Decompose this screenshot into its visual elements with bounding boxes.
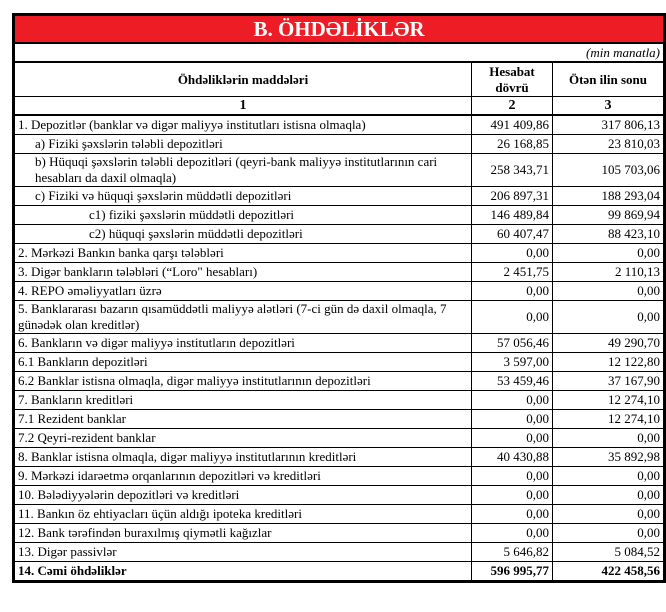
current-period-value: 26 168,85	[472, 135, 553, 154]
table-row	[14, 115, 665, 135]
prior-year-value: 12 274,10	[553, 410, 665, 429]
table-row	[14, 505, 665, 524]
table-row	[14, 301, 665, 334]
row-label: 6.2 Banklar istisna olmaqla, digər maliyyə institutlarının depozitləri	[14, 372, 472, 391]
current-period-value: 258 343,71	[472, 154, 553, 187]
prior-year-value: 0,00	[553, 524, 665, 543]
prior-year-value: 0,00	[553, 244, 665, 263]
table-row	[14, 429, 665, 448]
table-row	[14, 334, 665, 353]
current-period-value: 206 897,31	[472, 187, 553, 206]
prior-year-value: 422 458,56	[553, 562, 665, 582]
prior-year-value: 0,00	[553, 282, 665, 301]
column-number: 3	[553, 97, 665, 116]
column-number: 2	[472, 97, 553, 116]
current-period-value: 0,00	[472, 486, 553, 505]
table-row	[14, 187, 665, 206]
table-row	[14, 467, 665, 486]
row-label: 13. Digər passivlər	[14, 543, 472, 562]
prior-year-value: 0,00	[553, 505, 665, 524]
prior-year-value: 88 423,10	[553, 225, 665, 244]
current-period-value: 0,00	[472, 505, 553, 524]
prior-year-value: 0,00	[553, 486, 665, 505]
table-row	[14, 263, 665, 282]
row-label: 7. Bankların kreditləri	[14, 391, 472, 410]
row-label: 6. Bankların və digər maliyyə institutların depozitləri	[14, 334, 472, 353]
row-label: c1) fiziki şəxslərin müddətli depozitləri	[14, 206, 472, 225]
table-row	[14, 135, 665, 154]
row-label: c) Fiziki və hüquqi şəxslərin müddətli depozitləri	[14, 187, 472, 206]
prior-year-value: 317 806,13	[553, 115, 665, 135]
current-period-value: 0,00	[472, 467, 553, 486]
row-label: 4. REPO əməliyyatları üzrə	[14, 282, 472, 301]
current-period-value: 3 597,00	[472, 353, 553, 372]
table-row	[14, 244, 665, 263]
table-row	[14, 372, 665, 391]
prior-year-value: 99 869,94	[553, 206, 665, 225]
current-period-value: 5 646,82	[472, 543, 553, 562]
table-row	[14, 486, 665, 505]
current-period-value: 0,00	[472, 282, 553, 301]
current-period-value: 0,00	[472, 301, 553, 334]
prior-year-value: 0,00	[553, 467, 665, 486]
current-period-value: 596 995,77	[472, 562, 553, 582]
row-label: c2) hüquqi şəxslərin müddətli depozitləri	[14, 225, 472, 244]
table-row	[14, 225, 665, 244]
current-period-value: 57 056,46	[472, 334, 553, 353]
prior-year-value: 23 810,03	[553, 135, 665, 154]
current-period-value: 491 409,86	[472, 115, 553, 135]
prior-year-value: 0,00	[553, 301, 665, 334]
row-label: 7.1 Rezident banklar	[14, 410, 472, 429]
table-row	[14, 391, 665, 410]
table-row	[14, 154, 665, 187]
prior-year-value: 37 167,90	[553, 372, 665, 391]
current-period-value: 0,00	[472, 410, 553, 429]
prior-year-value: 5 084,52	[553, 543, 665, 562]
prior-year-value: 2 110,13	[553, 263, 665, 282]
row-label: b) Hüquqi şəxslərin tələbli depozitləri (qeyri-bank maliyyə institutlarının cari hesabları da daxil olmaqla)	[14, 154, 472, 187]
row-label: 6.1 Bankların depozitləri	[14, 353, 472, 372]
prior-year-value: 35 892,98	[553, 448, 665, 467]
table-title: B. ÖHDƏLİKLƏR	[14, 15, 665, 44]
table-row	[14, 543, 665, 562]
row-label: 1. Depozitlər (banklar və digər maliyyə institutları istisna olmaqla)	[14, 115, 472, 135]
current-period-value: 146 489,84	[472, 206, 553, 225]
prior-year-value: 49 290,70	[553, 334, 665, 353]
row-label: a) Fiziki şəxslərin tələbli depozitləri	[14, 135, 472, 154]
header-current-period: Hesabat dövrü	[472, 62, 553, 97]
current-period-value: 2 451,75	[472, 263, 553, 282]
row-label: 3. Digər bankların tələbləri (“Loro" hesabları)	[14, 263, 472, 282]
table-row	[14, 206, 665, 225]
row-label: 9. Mərkəzi idarəetmə orqanlarının depozitləri və kreditləri	[14, 467, 472, 486]
column-number: 1	[14, 97, 472, 116]
header-prior-year-end: Ötən ilin sonu	[553, 62, 665, 97]
current-period-value: 40 430,88	[472, 448, 553, 467]
table-row	[14, 410, 665, 429]
prior-year-value: 0,00	[553, 429, 665, 448]
current-period-value: 53 459,46	[472, 372, 553, 391]
row-label: 8. Banklar istisna olmaqla, digər maliyyə institutlarının kreditləri	[14, 448, 472, 467]
table-row	[14, 353, 665, 372]
row-label: 2. Mərkəzi Bankın banka qarşı tələbləri	[14, 244, 472, 263]
current-period-value: 0,00	[472, 391, 553, 410]
table-row	[14, 282, 665, 301]
row-label: 10. Bələdiyyələrin depozitləri və kreditləri	[14, 486, 472, 505]
current-period-value: 60 407,47	[472, 225, 553, 244]
table-row	[14, 448, 665, 467]
current-period-value: 0,00	[472, 244, 553, 263]
table-row	[14, 562, 665, 582]
prior-year-value: 105 703,06	[553, 154, 665, 187]
row-label: 11. Bankın öz ehtiyacları üçün aldığı ipoteka kreditləri	[14, 505, 472, 524]
unit-label: (min manatla)	[14, 43, 665, 62]
row-label: 7.2 Qeyri-rezident banklar	[14, 429, 472, 448]
current-period-value: 0,00	[472, 524, 553, 543]
row-label: 5. Banklararası bazarın qısamüddətli maliyyə alətləri (7-ci gün də daxil olmaqla, 7 günədək olan kreditlər)	[14, 301, 472, 334]
prior-year-value: 12 274,10	[553, 391, 665, 410]
prior-year-value: 12 122,80	[553, 353, 665, 372]
row-label: 14. Cəmi öhdəliklər	[14, 562, 472, 582]
table-row	[14, 524, 665, 543]
header-items: Öhdəliklərin maddələri	[14, 62, 472, 97]
liabilities-table	[12, 13, 666, 583]
current-period-value: 0,00	[472, 429, 553, 448]
prior-year-value: 188 293,04	[553, 187, 665, 206]
row-label: 12. Bank tərəfindən buraxılmış qiymətli kağızlar	[14, 524, 472, 543]
